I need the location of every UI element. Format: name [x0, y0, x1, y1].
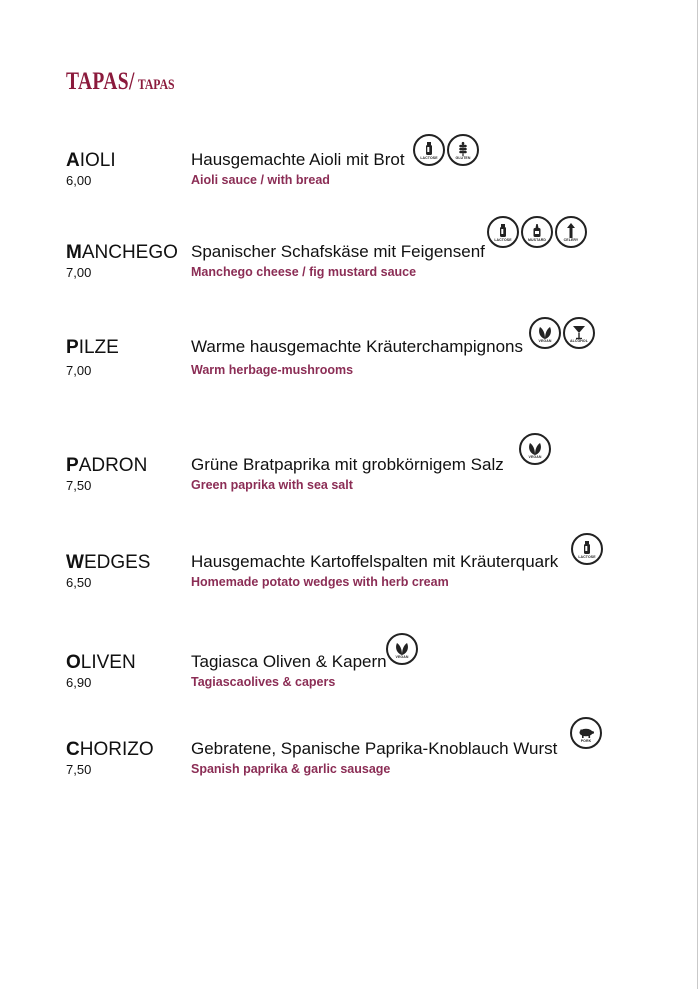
item-name: PILZE — [66, 337, 119, 358]
item-name: OLIVEN — [66, 652, 136, 673]
allergen-icons — [529, 317, 595, 349]
item-name: WEDGES — [66, 552, 151, 573]
mustard-icon: MUSTARD — [521, 216, 553, 248]
item-description-en: Aioli sauce / with bread — [191, 173, 330, 187]
item-description-en: Green paprika with sea salt — [191, 478, 353, 492]
item-price: 7,00 — [66, 265, 92, 280]
alcohol-icon: ALCOHOL — [563, 317, 595, 349]
item-price: 6,00 — [66, 173, 92, 188]
item-price: 7,00 — [66, 363, 92, 378]
item-description: Tagiasca Oliven & Kapern — [191, 652, 387, 671]
item-price: 7,50 — [66, 762, 92, 777]
item-description: Hausgemachte Aioli mit Brot — [191, 150, 405, 169]
pork-icon: PORK — [570, 717, 602, 749]
celery-icon: CELERY — [555, 216, 587, 248]
item-description-en: Homemade potato wedges with herb cream — [191, 575, 449, 589]
vegan-icon: VEGAN — [519, 433, 551, 465]
allergen-icons — [413, 134, 479, 166]
vegan-icon: VEGAN — [529, 317, 561, 349]
lactose-icon: LACTOSE — [413, 134, 445, 166]
item-name: PADRON — [66, 455, 148, 476]
item-description-en: Spanish paprika & garlic sausage — [191, 762, 391, 776]
allergen-icons — [571, 533, 603, 565]
allergen-icons — [519, 433, 551, 465]
allergen-icons — [570, 717, 602, 749]
item-description: Gebratene, Spanische Paprika-Knoblauch Wurst — [191, 739, 558, 758]
item-description: Warme hausgemachte Kräuterchampignons — [191, 337, 523, 356]
item-name: CHORIZO — [66, 739, 154, 760]
item-price: 6,90 — [66, 675, 92, 690]
item-price: 6,50 — [66, 575, 92, 590]
page-edge-line — [697, 0, 698, 989]
item-description: Grüne Bratpaprika mit grobkörnigem Salz — [191, 455, 504, 474]
item-description: Spanischer Schafskäse mit Feigensenf — [191, 242, 485, 261]
item-description-en: Warm herbage-mushrooms — [191, 363, 354, 377]
lactose-icon: LACTOSE — [571, 533, 603, 565]
gluten-icon: GLUTEN — [447, 134, 479, 166]
vegan-icon: VEGAN — [386, 633, 418, 665]
item-name: MANCHEGO — [66, 242, 178, 263]
lactose-icon: LACTOSE — [487, 216, 519, 248]
item-description-en: Tagiascaolives & capers — [191, 675, 336, 689]
item-price: 7,50 — [66, 478, 92, 493]
item-description: Hausgemachte Kartoffelspalten mit Kräuterquark — [191, 552, 559, 571]
title-sub: TAPAS — [137, 77, 175, 93]
item-name: AIOLI — [66, 150, 116, 171]
title-main: TAPAS/ — [66, 68, 135, 95]
allergen-icons — [487, 216, 587, 248]
item-description-en: Manchego cheese / fig mustard sauce — [191, 265, 417, 279]
allergen-icons — [386, 633, 418, 665]
page-title — [66, 68, 175, 96]
